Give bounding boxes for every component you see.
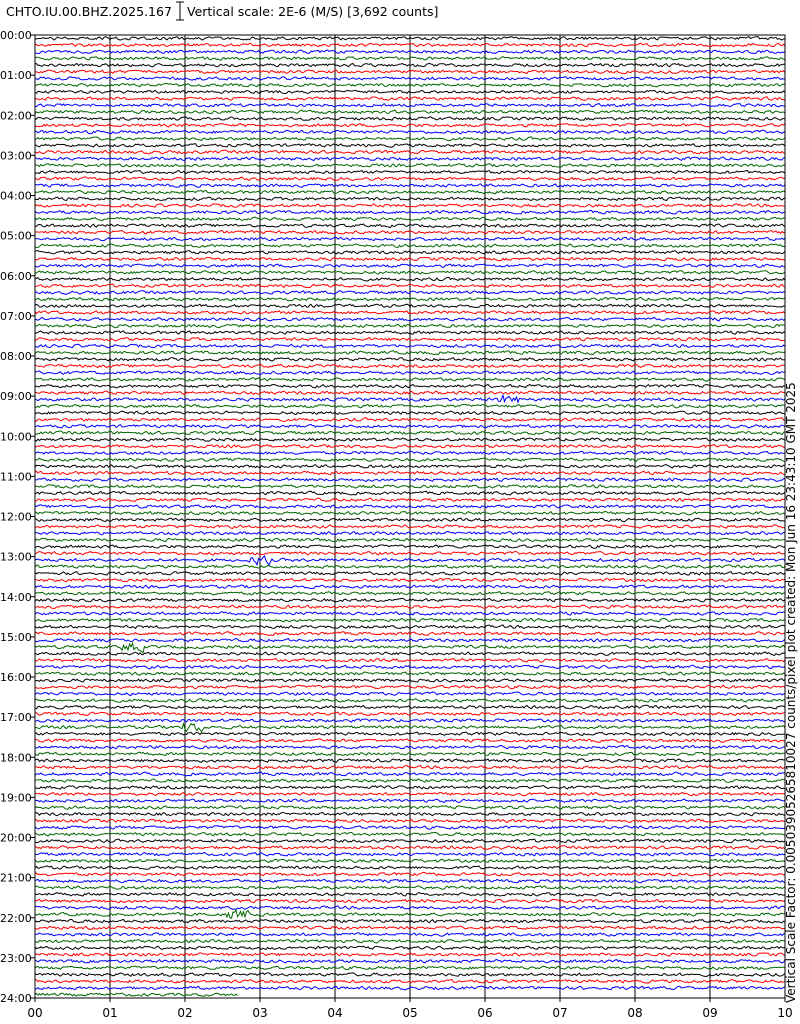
hour-tick-label: 13:00 [0, 550, 32, 564]
hour-tick-label: 00:00 [0, 29, 32, 42]
hour-axis [0, 29, 35, 1005]
hour-tick-label: 17:00 [0, 711, 32, 725]
minute-tick-label: 08 [627, 1006, 643, 1020]
minute-tick-label: 04 [327, 1006, 343, 1020]
minute-tick-label: 03 [252, 1006, 268, 1020]
minute-tick-label: 10 [777, 1006, 793, 1020]
hour-tick-label: 03:00 [0, 149, 32, 163]
hour-tick-label: 09:00 [0, 390, 32, 404]
hour-tick-label: 14:00 [0, 590, 32, 604]
side-caption: Vertical Scale Factor: 0.00503905265810027 counts/pixel plot created: Mon Jun 16 23:43:10 GMT 2025 [784, 382, 798, 1003]
hour-tick-label: 21:00 [0, 871, 32, 885]
hour-tick-label: 10:00 [0, 430, 32, 444]
hour-tick-label: 08:00 [0, 350, 32, 363]
vertical-scale-label: Vertical scale: 2E-6 (M/S) [3,692 counts] [187, 4, 439, 19]
minute-tick-label: 05 [402, 1006, 418, 1020]
hour-tick-label: 02:00 [0, 109, 32, 123]
seismic-trace [35, 993, 238, 996]
vertical-scale-icon [176, 2, 184, 20]
minute-tick-label: 00 [27, 1006, 43, 1020]
hour-tick-label: 22:00 [0, 911, 32, 925]
hour-tick-label: 16:00 [0, 671, 32, 684]
hour-tick-label: 15:00 [0, 630, 32, 644]
hour-tick-label: 05:00 [0, 229, 32, 243]
hour-tick-label: 24:00 [0, 992, 32, 1005]
hour-tick-label: 19:00 [0, 791, 32, 805]
minute-tick-label: 02 [177, 1006, 193, 1020]
station-label: CHTO.IU.00.BHZ.2025.167 [6, 4, 172, 19]
hour-tick-label: 11:00 [0, 470, 32, 484]
hour-tick-label: 23:00 [0, 951, 32, 965]
hour-tick-label: 04:00 [0, 189, 32, 203]
hour-tick-label: 18:00 [0, 751, 32, 765]
minute-tick-label: 09 [702, 1006, 718, 1020]
hour-tick-label: 01:00 [0, 69, 32, 83]
hour-tick-label: 06:00 [0, 269, 32, 283]
hour-tick-label: 12:00 [0, 510, 32, 524]
hour-tick-label: 20:00 [0, 831, 32, 845]
minute-axis [27, 998, 792, 1020]
minute-tick-label: 01 [102, 1006, 118, 1020]
hour-tick-label: 07:00 [0, 309, 32, 323]
minute-tick-label: 06 [477, 1006, 493, 1020]
minute-tick-label: 07 [552, 1006, 568, 1020]
